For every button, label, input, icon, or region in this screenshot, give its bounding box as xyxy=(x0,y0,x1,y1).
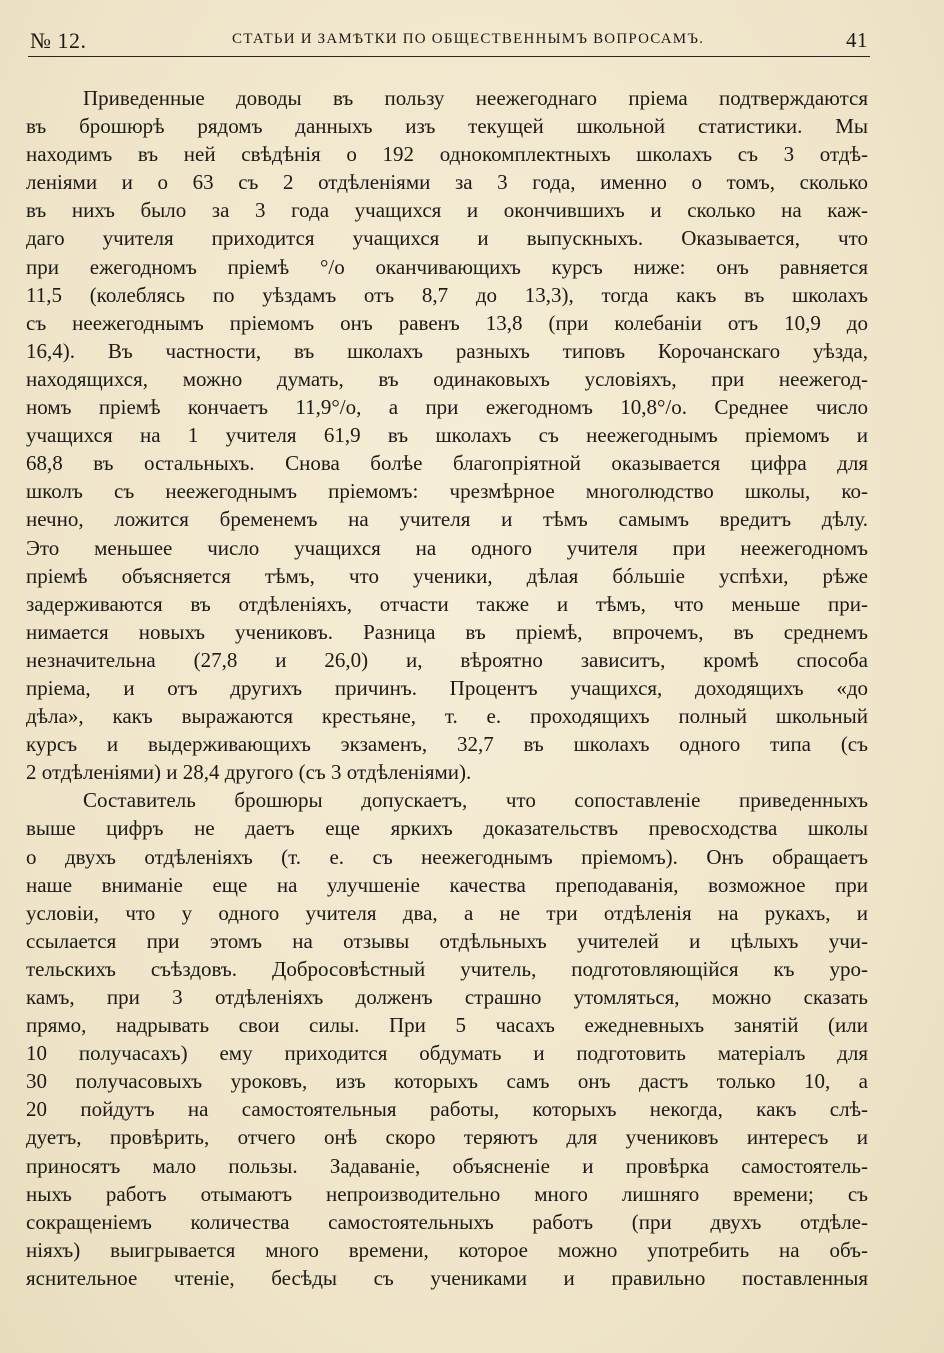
text-line: о двухъ отдѣленіяхъ (т. е. съ неежегоднымъ пріемомъ). Онъ обращаетъ xyxy=(26,844,868,869)
page-number: 41 xyxy=(846,28,868,52)
text-line: нечно, ложится бременемъ на учителя и тѣмъ самымъ вредитъ дѣлу. xyxy=(26,507,868,532)
text-line: находящихся, можно думать, въ одинаковыхъ условіяхъ, при неежегод- xyxy=(26,366,868,391)
text-line: учащихся на 1 учителя 61,9 въ школахъ съ неежегоднымъ пріемомъ и xyxy=(26,423,868,448)
running-title: СТАТЬИ И ЗАМѢТКИ ПО ОБЩЕСТВЕННЫМЪ ВОПРОСАМЪ. xyxy=(232,31,705,47)
text-line: сокращеніемъ количества самостоятельныхъ работъ (при двухъ отдѣле- xyxy=(26,1209,868,1234)
text-line: дуетъ, провѣрить, отчего онѣ скоро теряютъ для учениковъ интересъ и xyxy=(26,1125,868,1150)
text-line: прямо, надрывать свои силы. При 5 часахъ ежедневныхъ занятій (или xyxy=(26,1013,868,1038)
text-line: незначительна (27,8 и 26,0) и, вѣроятно зависитъ, кромѣ способа xyxy=(26,647,868,672)
text-line: дѣла», какъ выражаются крестьяне, т. е. проходящихъ полный школьный xyxy=(26,704,868,729)
text-line: съ неежегоднымъ пріемомъ онъ равенъ 13,8 (при колебаніи отъ 10,9 до xyxy=(26,310,868,335)
text-line: курсъ и выдерживающихъ экзаменъ, 32,7 въ школахъ одного типа (съ xyxy=(26,732,868,757)
text-line: 11,5 (колеблясь по уѣздамъ отъ 8,7 до 13,3), тогда какъ въ школахъ xyxy=(26,282,868,307)
body-text xyxy=(26,84,868,1292)
text-line: даго учителя приходится учащихся и выпускныхъ. Оказывается, что xyxy=(26,226,868,251)
text-line: 16,4). Въ частности, въ школахъ разныхъ типовъ Корочанскаго уѣзда, xyxy=(26,338,868,363)
text-line: пріемѣ объясняется тѣмъ, что ученики, дѣлая бóльшіе успѣхи, рѣже xyxy=(26,563,868,588)
text-line: выше цифръ не даетъ еще яркихъ доказательствъ превосходства школы xyxy=(26,816,868,841)
text-line: условіи, что у одного учителя два, а не три отдѣленія на рукахъ, и xyxy=(26,900,868,925)
text-line: Составитель брошюры допускаетъ, что сопоставленіе приведенныхъ xyxy=(83,788,868,813)
text-line: номъ пріемѣ кончаетъ 11,9°/о, а при ежегодномъ 10,8°/о. Среднее число xyxy=(26,395,868,420)
text-line: Это меньшее число учащихся на одного учителя при неежегодномъ xyxy=(26,535,868,560)
text-line: задерживаются въ отдѣленіяхъ, отчасти также и тѣмъ, что меньше при- xyxy=(26,591,868,616)
text-line: тельскихъ съѣздовъ. Добросовѣстный учитель, подготовляющійся къ уро- xyxy=(26,956,868,981)
text-line: находимъ въ ней свѣдѣнія о 192 однокомплектныхъ школахъ съ 3 отдѣ- xyxy=(26,142,868,167)
issue-number: № 12. xyxy=(30,28,87,53)
text-line: 20 пойдутъ на самостоятельныя работы, которыхъ некогда, какъ слѣ- xyxy=(26,1097,868,1122)
text-line: леніями и о 63 съ 2 отдѣленіями за 3 года, именно о томъ, сколько xyxy=(26,170,868,195)
text-line: ніяхъ) выигрывается много времени, которое можно употребить на объ- xyxy=(26,1237,868,1262)
text-line: ссылается при этомъ на отзывы отдѣльныхъ учителей и цѣлыхъ учи- xyxy=(26,928,868,953)
header-rule xyxy=(28,56,870,57)
text-line: приносятъ мало пользы. Задаваніе, объясненіе и провѣрка самостоятель- xyxy=(26,1153,868,1178)
text-line: 10 получасахъ) ему приходится обдумать и подготовить матеріалъ для xyxy=(26,1041,868,1066)
text-line: пріема, и отъ другихъ причинъ. Процентъ учащихся, доходящихъ «до xyxy=(26,675,868,700)
text-line: 30 получасовыхъ уроковъ, изъ которыхъ самъ онъ дастъ только 10, а xyxy=(26,1069,868,1094)
running-header xyxy=(30,28,868,56)
text-line: въ брошюрѣ рядомъ данныхъ изъ текущей школьной статистики. Мы xyxy=(26,114,868,139)
text-line: при ежегодномъ пріемѣ °/о оканчивающихъ курсъ ниже: онъ равняется xyxy=(26,254,868,279)
text-line: 68,8 въ остальныхъ. Снова болѣе благопріятной оказывается цифра для xyxy=(26,451,868,476)
text-line: наше вниманіе еще на улучшеніе качества преподаванія, возможное при xyxy=(26,872,868,897)
text-line: нимается новыхъ учениковъ. Разница въ пріемѣ, впрочемъ, въ среднемъ xyxy=(26,619,868,644)
text-line: въ нихъ было за 3 года учащихся и окончившихъ и сколько на каж- xyxy=(26,198,868,223)
text-line: камъ, при 3 отдѣленіяхъ долженъ страшно утомляться, можно сказать xyxy=(26,985,868,1009)
paragraph-end-line: 2 отдѣленіями) и 28,4 другого (съ 3 отдѣленіями). xyxy=(26,760,472,785)
text-line: школъ съ неежегоднымъ пріемомъ: чрезмѣрное многолюдство школы, ко- xyxy=(26,479,868,504)
text-line: ныхъ работъ отымаютъ непроизводительно много лишняго времени; съ xyxy=(26,1181,868,1206)
text-line: яснительное чтеніе, бесѣды съ учениками и правильно поставленныя xyxy=(26,1265,868,1290)
text-line: Приведенные доводы въ пользу неежегоднаго пріема подтверждаются xyxy=(83,86,868,110)
